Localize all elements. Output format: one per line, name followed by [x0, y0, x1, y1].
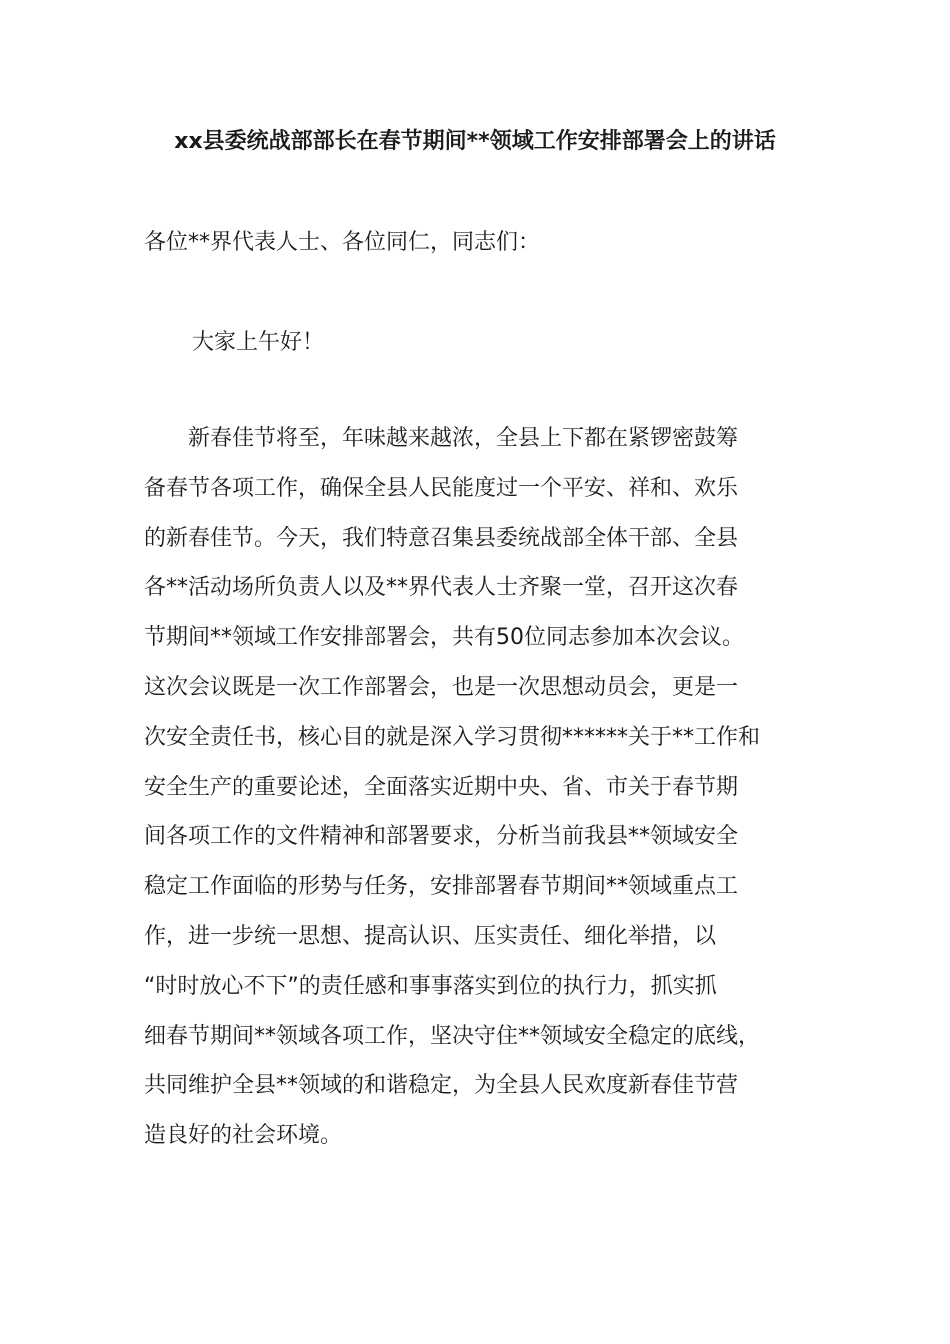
- paragraph-line: “时时放心不下”的责任感和事事落实到位的执行力，抓实抓: [144, 973, 717, 999]
- paragraph-line: 节期间**领域工作安排部署会，共有50位同志参加本次会议。: [144, 625, 744, 651]
- paragraph-line: 各**活动场所负责人以及**界代表人士齐聚一堂，召开这次春: [144, 575, 739, 601]
- paragraph-line: 的新春佳节。今天，我们特意召集县委统战部全体干部、全县: [144, 525, 739, 551]
- paragraph-line: 次安全责任书，核心目的就是深入学习贯彻******关于**工作和: [144, 724, 761, 750]
- greeting: 大家上午好！: [192, 330, 325, 355]
- body-paragraph: [144, 422, 824, 1169]
- document-title: xx县委统战部部长在春节期间**领域工作安排部署会上的讲话: [174, 129, 776, 154]
- paragraph-line: 稳定工作面临的形势与任务，安排部署春节期间**领域重点工: [144, 874, 739, 900]
- paragraph-line: 共同维护全县**领域的和谐稳定，为全县人民欢度新春佳节营: [144, 1073, 739, 1099]
- paragraph-line: 间各项工作的文件精神和部署要求，分析当前我县**领域安全: [144, 824, 739, 850]
- paragraph-line: 安全生产的重要论述，全面落实近期中央、省、市关于春节期: [144, 774, 739, 800]
- paragraph-line: 备春节各项工作，确保全县人民能度过一个平安、祥和、欢乐: [144, 475, 739, 501]
- paragraph-line: 这次会议既是一次工作部署会，也是一次思想动员会，更是一: [144, 674, 739, 700]
- paragraph-line: 细春节期间**领域各项工作，坚决守住**领域安全稳定的底线，: [144, 1023, 761, 1049]
- paragraph-line: 新春佳节将至，年味越来越浓，全县上下都在紧锣密鼓筹: [144, 426, 739, 451]
- salutation: 各位**界代表人士、各位同仁，同志们：: [144, 230, 541, 255]
- paragraph-line: 作，进一步统一思想、提高认识、压实责任、细化举措，以: [144, 923, 717, 949]
- paragraph-line: 造良好的社会环境。: [144, 1123, 343, 1149]
